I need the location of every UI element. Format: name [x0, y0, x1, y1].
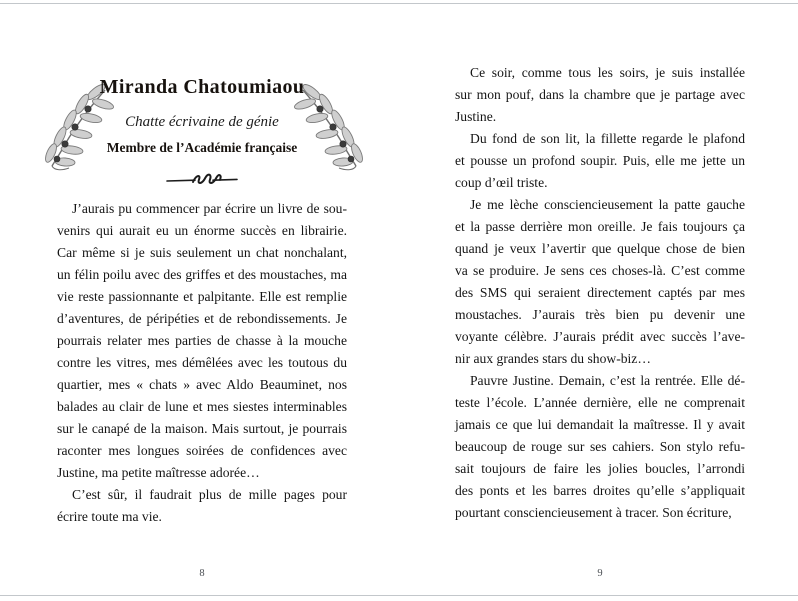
paragraph: Je me lèche consciencieusement la patte gauche et la passe derrière mon oreille. Je fais toujours ça quand je veux l’avertir que quelque chose de bien va se produire. Je sens ces choses-là. C’est comme des SMS qui seraient directement captés par mes moustaches. J’aurais très bien pu devenir une voyante célèbre. J’aurais prédit avec succès l’ave- nir aux grandes stars du show-biz… — [455, 197, 745, 366]
left-page — [57, 0, 347, 601]
left-page-text — [57, 198, 347, 528]
paragraph: Du fond de son lit, la fillette regarde le plafond et pousse un profond soupir. Puis, elle me jette un coup d’œil triste. — [455, 131, 745, 190]
paragraph: Ce soir, comme tous les soirs, je suis installée sur mon pouf, dans la chambre que je partage avec Justine. — [455, 65, 745, 124]
page-number: 9 — [597, 568, 603, 579]
paragraph: J’aurais pu commencer par écrire un livre de sou- venirs qui aurait eu un énorme succès en librairie. Car même si je suis seulement un chat nonchalant, un félin poilu avec des griffes et des moustaches, ma vie reste passionnante et palpitante. Elle est remplie d’aventures, de péripéties et de rebondissements. Je pourrais relater mes parties de chasse à la mouche contre les vitres, mes démêlées avec les toutous du quartier, mes « chats » avec Aldo Beauminet, nos balades au clair de lune et mes siestes interminables sur le canapé de la maison. Mais surtout, je pourrais raconter mes longues soirées de confidences avec Justine, ma petite maîtresse adorée… — [57, 201, 347, 480]
squiggle-divider-icon — [57, 171, 347, 194]
right-page — [455, 0, 745, 601]
book-author-title: Miranda Chatoumiaou — [99, 76, 305, 98]
paragraph: C’est sûr, il faudrait plus de mille pages pour écrire toute ma vie. — [57, 487, 347, 524]
book-author-subtitle: Chatte écrivaine de génie — [125, 114, 279, 130]
right-page-text — [455, 62, 745, 524]
paragraph: Pauvre Justine. Demain, c’est la rentrée. Elle dé- teste l’école. L’année dernière, elle ne comprenait jamais ce que lui demandait la maîtresse. Il y avait beaucoup de rouge sur ses cahiers. Son stylo refu- sait toujours de faire les jolies boucles, l’arrondi des ponts et les barres droites qu’elle s’appliquait pourtant consciencieusement à tracer. Son écriture, — [455, 373, 745, 520]
book-author-affiliation: Membre de l’Académie française — [106, 140, 298, 155]
page-number: 8 — [199, 568, 205, 579]
